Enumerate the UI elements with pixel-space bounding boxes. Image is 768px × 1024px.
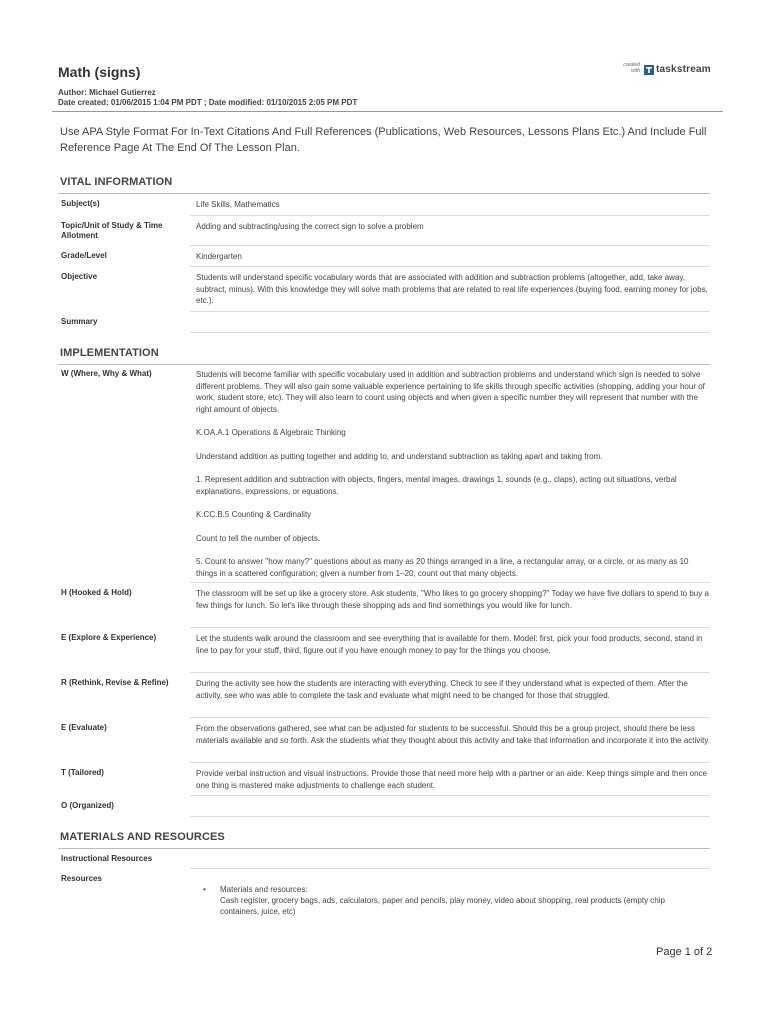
row-label: Subject(s) xyxy=(61,199,100,208)
cell-divider xyxy=(190,627,710,628)
taskstream-logo xyxy=(614,62,714,80)
row-label: T (Tailored) xyxy=(61,768,104,777)
row-label: W (Where, Why & What) xyxy=(61,369,152,378)
document-title: Math (signs) xyxy=(58,64,141,80)
cell-divider xyxy=(190,868,710,869)
logo-brand-name: taskstream xyxy=(656,64,711,75)
row-label: Summary xyxy=(61,317,98,326)
cell-divider xyxy=(190,717,710,718)
row-label: Objective xyxy=(61,272,98,281)
logo-created-with: created with xyxy=(623,62,640,74)
section-divider xyxy=(58,848,710,849)
row-value: Kindergarten xyxy=(196,252,242,261)
cell-divider xyxy=(190,762,710,763)
cell-divider xyxy=(190,332,710,333)
row-value: Life Skills, Mathematics xyxy=(196,200,280,209)
cell-divider xyxy=(190,816,710,817)
row-label: E (Explore & Experience) xyxy=(61,633,157,642)
implementation-heading: IMPLEMENTATION xyxy=(60,347,159,359)
cell-divider xyxy=(190,266,710,267)
document-meta xyxy=(58,88,357,108)
paragraph: Count to tell the number of objects. xyxy=(196,533,321,543)
taskstream-icon xyxy=(644,65,654,75)
row-value: Adding and subtracting/using the correct sign to solve a problem xyxy=(196,222,424,231)
row-label: R (Rethink, Revise & Refine) xyxy=(61,678,169,687)
section-divider xyxy=(58,193,710,194)
row-value: During the activity see how the students are interacting with everything. Check to see if they understand what is expected of them. After the activity, see who was able to complete the task and evaluate what might need to be changed for those that struggled. xyxy=(196,679,688,700)
paragraph: K.OA.A.1 Operations & Algebraic Thinking xyxy=(196,428,346,437)
cell-divider xyxy=(190,245,710,246)
cell-divider xyxy=(190,582,710,583)
vital-information-heading: VITAL INFORMATION xyxy=(60,176,173,188)
row-value xyxy=(196,369,710,579)
row-label: O (Organized) xyxy=(61,801,114,810)
row-label: Instructional Resources xyxy=(61,854,153,863)
row-value: Students will understand specific vocabulary words that are associated with addition and subtraction problems (altogether, add, take away, subtract, minus). With this knowledge they will solve math problems that are related to real life experiences (buying food, earning money for jobs, etc.). xyxy=(196,273,708,305)
paragraph: 5. Count to answer "how many?" questions about as many as 20 things arranged in a line, a rectangular array, or a circle, or as many as 10 things in a scattered configuration; given a number from 1–20, count out that many objects. xyxy=(196,557,689,578)
section-divider xyxy=(58,364,710,365)
paragraph: 1. Represent addition and subtraction with objects, fingers, mental images, drawings 1, sounds (e.g., claps), acting out situations, verbal explanations, expressions, or equations. xyxy=(196,475,677,496)
cell-divider xyxy=(190,795,710,796)
row-label: Grade/Level xyxy=(61,251,107,260)
cell-divider xyxy=(190,215,710,216)
resource-text: Materials and resources: Cash register, grocery bags, ads, calculators, paper and pencils, play money, video about shopping, real products (empty chip containers, juice, etc) xyxy=(220,885,665,916)
row-label: Topic/Unit of Study & Time Allotment xyxy=(61,221,163,240)
apa-instructions: Use APA Style Format For In-Text Citations And Full References (Publications, Web Resources, Lessons Plans Etc.) And Include Full Reference Page At The End Of The Lesson Plan. xyxy=(60,126,707,154)
row-value: From the observations gathered, see what can be adjusted for students to be successful. Should this be a group project, should there be less materials available and so forth. Ask the students what they thought about this activity and take that information and incorporate it into the activity. xyxy=(196,724,710,745)
row-value: The classroom will be set up like a grocery store. Ask students, "Who likes to go grocery shopping?" Today we have five dollars to spend to buy a few things for lunch. So let's like through these shopping ads and find somethings you would like for lunch. xyxy=(196,589,709,610)
paragraph: Students will become familiar with specific vocabulary used in addition and subtraction problems and understand which sign is needed to solve different problems. They will also gain some valuable experience pertaining to life skills through specific activities (shopping, adding your hour of work, student store, etc). They will also learn to count using objects and when given a specific number they will represent that number with the right amount of objects. xyxy=(196,370,705,414)
row-value: Let the students walk around the classroom and see everything that is available for them. Model: first, pick your food products, second, stand in line to pay for your stuff, third, figure out if you have enough money to pay for the things you choose. xyxy=(196,634,703,655)
row-label: Resources xyxy=(61,874,102,883)
page-number: Page 1 of 2 xyxy=(656,946,713,958)
dates-line: Date created: 01/06/2015 1:04 PM PDT ; Date modified: 01/10/2015 2:05 PM PDT xyxy=(58,98,358,107)
cell-divider xyxy=(190,672,710,673)
row-label: E (Evaluate) xyxy=(61,723,107,732)
row-value: Provide verbal instruction and visual instructions. Provide those that need more help with a partner or an aide. Keep things simple and then once one thing is mastered make adjustments to challenge each student. xyxy=(196,769,707,790)
bullet-icon: • xyxy=(203,885,206,894)
materials-heading: MATERIALS AND RESOURCES xyxy=(60,831,225,843)
cell-divider xyxy=(190,311,710,312)
author-line: Author: Michael Gutierrez xyxy=(58,88,156,97)
paragraph: K.CC.B.5 Counting & Cardinality xyxy=(196,510,312,519)
header-divider xyxy=(52,111,723,112)
paragraph: Understand addition as putting together and adding to, and understand subtraction as taking apart and taking from. xyxy=(196,451,603,461)
row-label: H (Hooked & Hold) xyxy=(61,588,132,597)
